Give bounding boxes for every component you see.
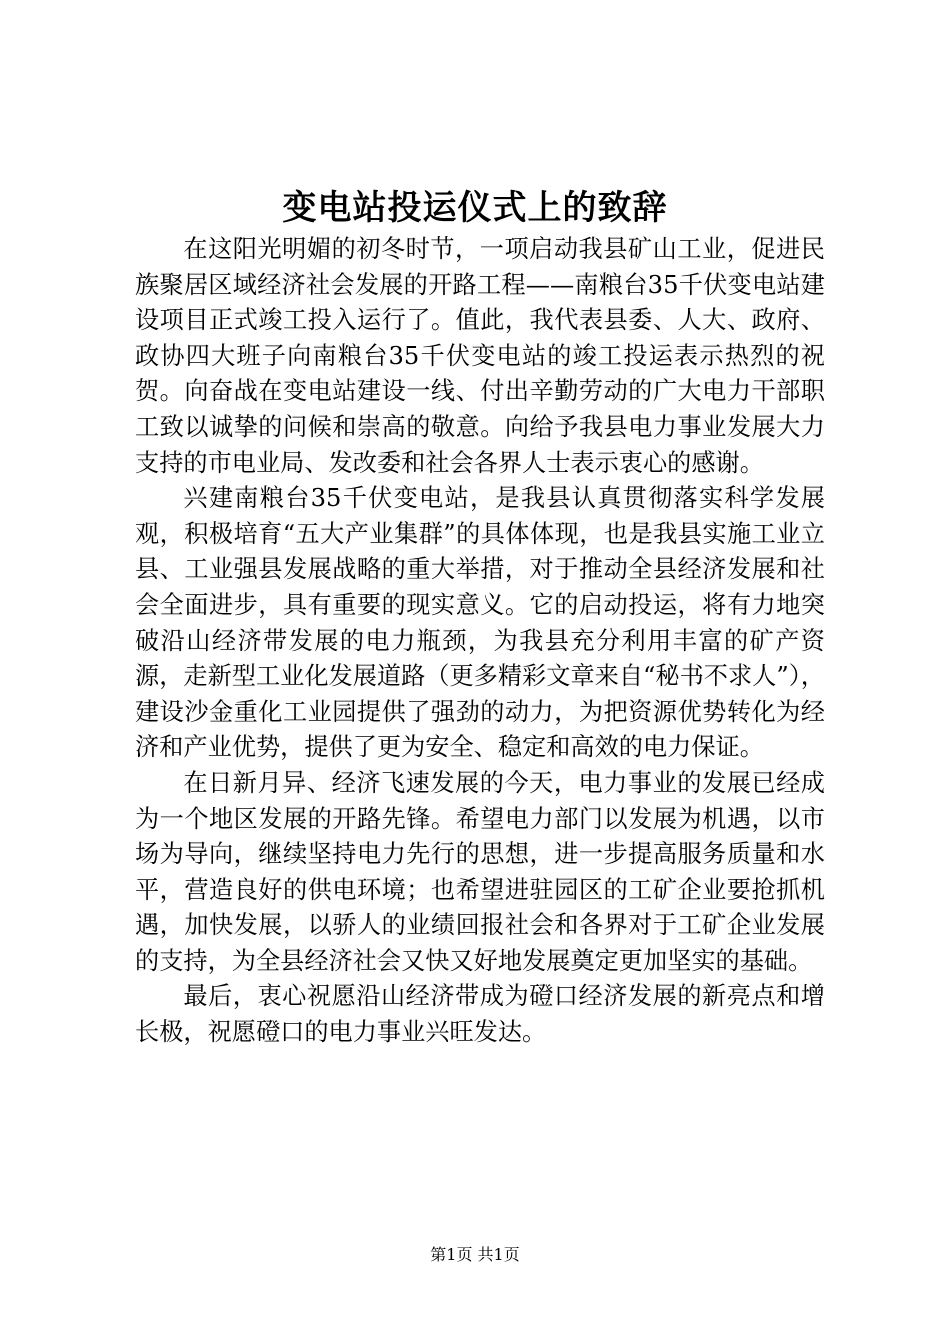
- page-number-footer: 第1页 共1页: [430, 1245, 520, 1264]
- document-body: [135, 232, 825, 1051]
- paragraph-4: 最后，衷心祝愿沿山经济带成为磴口经济发展的新亮点和增长极，祝愿磴口的电力事业兴旺发达。: [135, 982, 825, 1047]
- paragraph-3: 在日新月异、经济飞速发展的今天，电力事业的发展已经成为一个地区发展的开路先锋。希望电力部门以发展为机遇，以市场为导向，继续坚持电力先行的思想，进一步提高服务质量和水平，营造良好的供电环境；也希望进驻园区的工矿企业要抢抓机遇，加快发展，以骄人的业绩回报社会和各界对于工矿企业发展的支持，为全县经济社会又快又好地发展奠定更加坚实的基础。: [135, 768, 825, 975]
- paragraph-1: 在这阳光明媚的初冬时节，一项启动我县矿山工业，促进民族聚居区域经济社会发展的开路工程——南粮台35千伏变电站建设项目正式竣工投入运行了。值此，我代表县委、人大、政府、政协四大班子向南粮台35千伏变电站的竣工投运表示热烈的祝贺。向奋战在变电站建设一线、付出辛勤劳动的广大电力干部职工致以诚挚的问候和崇高的敬意。向给予我县电力事业发展大力支持的市电业局、发改委和社会各界人士表示衷心的感谢。: [135, 235, 825, 477]
- document-title: 变电站投运仪式上的致辞: [282, 188, 668, 228]
- paragraph-2: 兴建南粮台35千伏变电站，是我县认真贯彻落实科学发展观，积极培育“五大产业集群”的具体体现，也是我县实施工业立县、工业强县发展战略的重大举措，对于推动全县经济发展和社会全面进步，具有重要的现实意义。它的启动投运，将有力地突破沿山经济带发展的电力瓶颈，为我县充分利用丰富的矿产资源，走新型工业化发展道路（更多精彩文章来自“秘书不求人”），建设沙金重化工业园提供了强劲的动力，为把资源优势转化为经济和产业优势，提供了更为安全、稳定和高效的电力保证。: [135, 484, 825, 762]
